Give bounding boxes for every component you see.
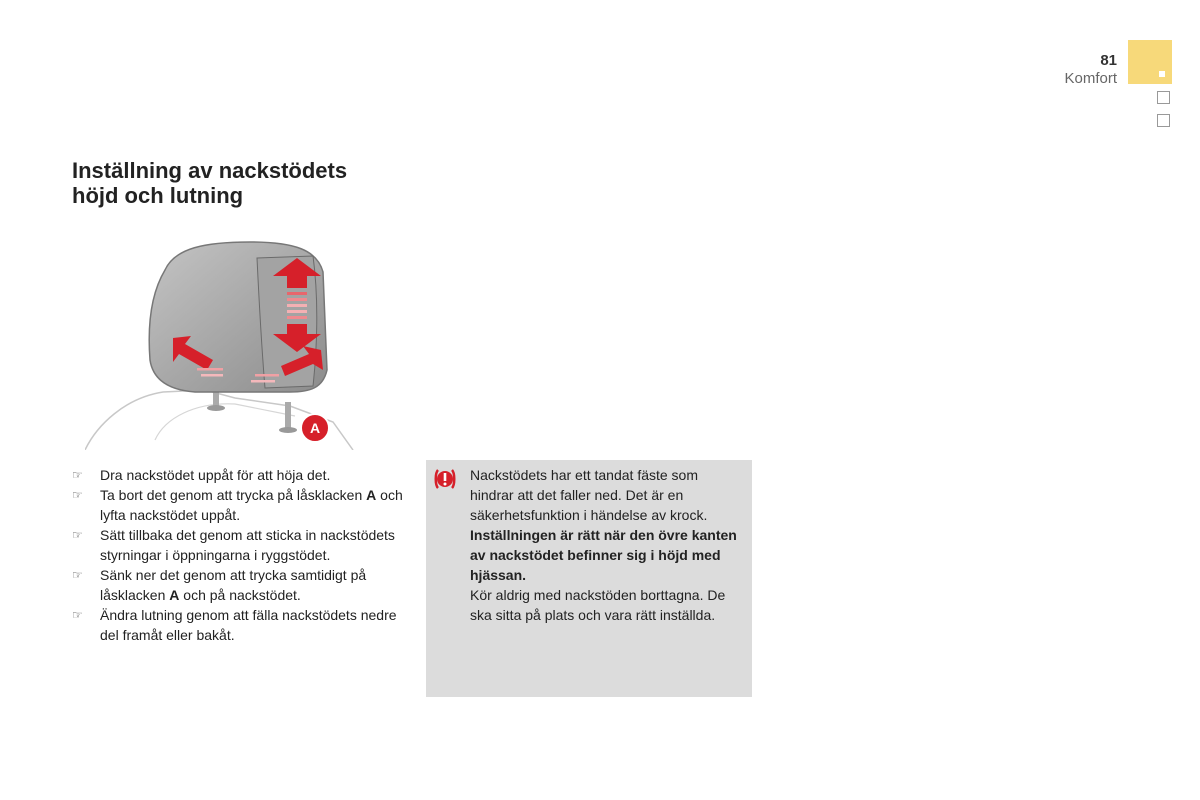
pointing-hand-icon: ☞ (72, 608, 83, 622)
warning-outro: Kör aldrig med nackstöden borttagna. De ska sitta på plats och vara rätt inställda. (470, 587, 726, 623)
warning-exclamation-icon (434, 468, 456, 490)
warning-panel (426, 460, 752, 697)
page-number: 81 (1100, 52, 1117, 69)
section-name: Komfort (1064, 70, 1117, 87)
warning-intro: Nackstödets har ett tandat fäste som hindrar att det faller ned. Det är en säkerhetsfunktion i händelse av krock. (470, 467, 708, 523)
instruction-text: Dra nackstödet uppåt för att höja det. (100, 467, 331, 483)
pointing-hand-icon: ☞ (72, 488, 83, 502)
instruction-item (72, 605, 412, 645)
instruction-text: Sänk ner det genom att trycka samtidigt på låsklacken (100, 567, 367, 603)
page-title (72, 158, 432, 208)
instruction-item (72, 565, 412, 605)
warning-text (470, 465, 740, 625)
warning-bold-statement: Inställningen är rätt när den övre kanten av nackstödet befinner sig i höjd med hjässan. (470, 527, 737, 583)
pointing-hand-icon: ☞ (72, 528, 83, 542)
right-guide-post (285, 402, 291, 430)
instruction-text: Sätt tillbaka det genom att sticka in nackstödets styrningar i öppningarna i ryggstödet. (100, 527, 395, 563)
pointing-hand-icon: ☞ (72, 468, 83, 482)
tab-marker (1159, 71, 1165, 77)
seat-back-inner-line (155, 404, 295, 440)
left-post-collar (207, 405, 225, 411)
tab-box-2 (1157, 114, 1170, 127)
callout-a-label: A (309, 420, 321, 436)
pointing-hand-icon: ☞ (72, 568, 83, 582)
tab-box-1 (1157, 91, 1170, 104)
title-line-1: Inställning av nackstödets (72, 158, 348, 183)
callout-reference: A (366, 487, 377, 503)
callout-reference: A (169, 587, 180, 603)
instruction-item (72, 485, 412, 525)
instruction-text: Ändra lutning genom att fälla nackstödets nedre del framåt eller bakåt. (100, 607, 397, 643)
section-tab (1128, 40, 1172, 84)
headrest-illustration (85, 240, 365, 450)
instruction-text: och lyfta nackstödet uppåt. (100, 487, 403, 523)
title-line-2: höjd och lutning (72, 183, 244, 208)
right-post-collar (279, 427, 297, 433)
instruction-list (72, 465, 412, 645)
instruction-text: och på nackstödet. (179, 587, 301, 603)
instruction-item (72, 525, 412, 565)
instruction-item (72, 465, 412, 485)
instruction-text: Ta bort det genom att trycka på låsklacken (100, 487, 367, 503)
